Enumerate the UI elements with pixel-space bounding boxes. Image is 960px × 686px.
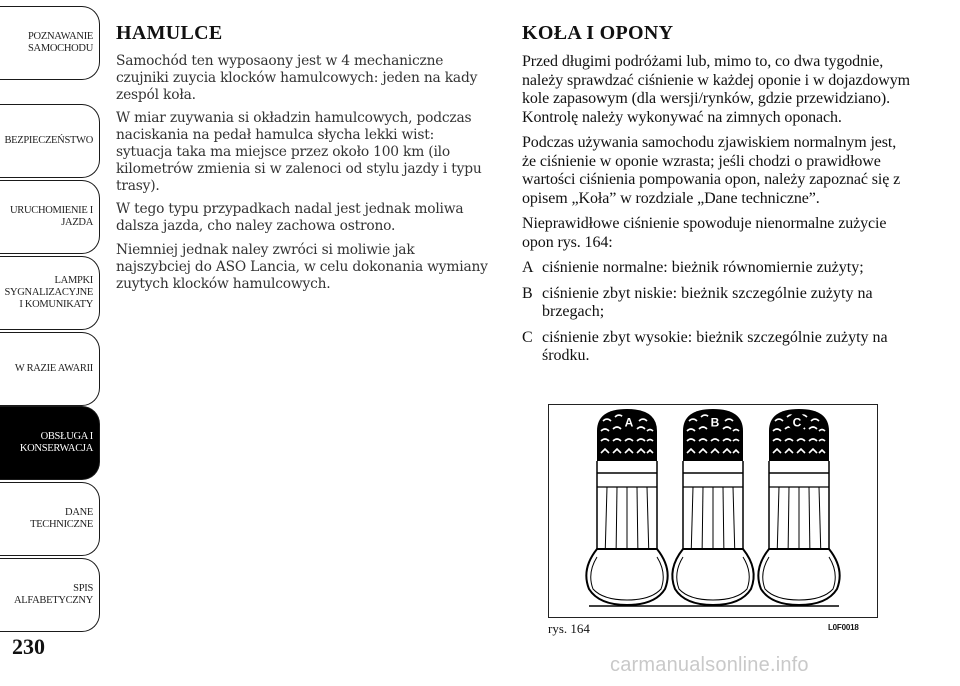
list-item xyxy=(522,285,912,322)
tab-label-line: URUCHOMIENIE I xyxy=(10,205,93,216)
paragraph: W tego typu przypadkach nadal jest jednak moliwa dalsza jazda, cho naley zachowa ostrono. xyxy=(116,201,464,235)
list-item xyxy=(522,329,912,366)
paragraph: Samochód ten wyposaony jest w 4 mechaniczne czujniki zuycia klocków hamulcowych: jeden na kady zespól koła. xyxy=(116,53,478,103)
tab-label-line: SYGNALIZACYJNE xyxy=(4,287,93,298)
svg-text:A: A xyxy=(624,415,634,430)
tyre-wear-figure xyxy=(548,404,878,618)
tab-label-line: JAZDA xyxy=(61,217,93,228)
figure-code: L0F0018 xyxy=(828,623,859,632)
tyre-a-icon xyxy=(586,409,667,605)
list-letter: B xyxy=(522,284,533,302)
paragraph: Nieprawidłowe ciśnienie spowoduje nienormalne zużycie opon rys. 164: xyxy=(522,215,887,251)
label-c xyxy=(788,413,806,431)
paragraph: Przed długimi podróżami lub, mimo to, co dwa tygodnie, należy sprawdzać ciśnienie w każdej oponie i w dojazdowym kole zapasowym (dla wersji/rynków, gdzie przewidziano). Kontrolę należy wykonywać na zimnych oponach. xyxy=(522,53,910,126)
tab-label-line: BEZPIECZEŃSTWO xyxy=(4,135,93,146)
svg-text:C: C xyxy=(792,415,802,430)
tab-poznawanie-samochodu[interactable] xyxy=(0,6,100,80)
tab-w-razie-awarii[interactable] xyxy=(0,332,100,406)
paragraph: Podczas używania samochodu zjawiskiem normalnym jest, że ciśnienie w oponie wzrasta; jeśli chodzi o prawidłowe wartości ciśnienia pompowania opon, należy zapoznać się z opisem „Koła” w rozdziale „Dane techniczne”. xyxy=(522,134,901,207)
tyre-wear-illustration xyxy=(549,405,877,617)
tab-dane-techniczne[interactable] xyxy=(0,482,100,556)
tab-label-line: POZNAWANIE xyxy=(28,31,93,42)
tab-obsluga-konserwacja[interactable] xyxy=(0,406,100,480)
tab-label-line: ALFABETYCZNY xyxy=(13,595,93,606)
list-text: ciśnienie zbyt niskie: bieżnik szczególnie zużyty na brzegach; xyxy=(542,284,873,320)
tab-label-line: TECHNICZNE xyxy=(30,519,93,530)
tab-uruchomienie-jazda[interactable] xyxy=(0,180,100,254)
paragraph: W miar zuywania si okładzin hamulcowych, podczas naciskania na pedał hamulca słycha lekki wist: sytuacja taka ma miejsce przez około 100 km (ilo kilometrów zmienia si w zalenoci od stylu jazdy i typu trasy). xyxy=(116,110,482,194)
tab-label-line: LAMPKI xyxy=(54,275,93,286)
tab-label-line: SAMOCHODU xyxy=(28,43,93,54)
tab-label-line: I KOMUNIKATY xyxy=(19,299,93,310)
tyre-c-icon xyxy=(758,409,839,605)
paragraph: Niemniej jednak naley zwróci si moliwie jak najszybciej do ASO Lancia, w celu dokonania wymiany zuytych klocków hamulcowych. xyxy=(116,241,488,292)
tab-label-line: KONSERWACJA xyxy=(19,443,93,454)
section-heading: HAMULCE xyxy=(116,22,223,44)
tab-lampki-sygnalizacyjne[interactable] xyxy=(0,256,100,330)
tab-label-line: W RAZIE AWARII xyxy=(14,363,93,374)
list-letter: C xyxy=(522,328,533,346)
svg-text:B: B xyxy=(710,415,720,430)
tab-label-line: SPIS xyxy=(73,583,93,594)
label-b xyxy=(706,413,724,431)
list-text: ciśnienie zbyt wysokie: bieżnik szczególnie zużyty na środku. xyxy=(542,328,888,364)
figure-caption: rys. 164 xyxy=(548,621,590,636)
watermark: carmanualsonline.info xyxy=(610,654,809,676)
tab-label-line: OBSŁUGA I xyxy=(40,431,93,442)
list-item xyxy=(522,259,912,278)
list-text: ciśnienie normalne: bieżnik równomiernie zużyty; xyxy=(542,259,864,276)
page-number: 230 xyxy=(12,634,45,659)
label-a xyxy=(620,413,638,431)
tab-label-line: DANE xyxy=(65,507,93,518)
section-heading: KOŁA I OPONY xyxy=(522,22,674,44)
tab-spis-alfabetyczny[interactable] xyxy=(0,558,100,632)
wheels-tyres-section xyxy=(522,22,912,373)
brakes-section xyxy=(116,22,488,299)
tab-bezpieczenstwo[interactable] xyxy=(0,104,100,178)
tyre-b-icon xyxy=(672,409,753,605)
list-letter: A xyxy=(522,259,534,276)
